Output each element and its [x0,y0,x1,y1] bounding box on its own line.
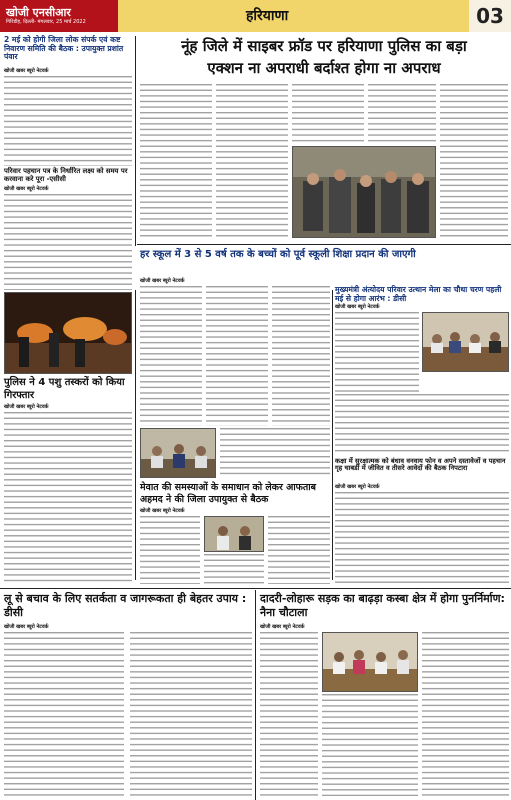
mewat-byline: खोजी खबर ब्यूरो नेटवर्क [140,508,185,514]
article-body [204,554,264,584]
police-byline: खोजी खबर ब्यूरो नेटवर्क [4,404,49,410]
article-body [4,76,132,166]
antyodaya-headline: मुख्यमंत्री अंत्योदय परिवार उत्थान मेला का चौथा चरण पहली मई से होगा आरंभ : डीसी [335,285,502,303]
column-rule [135,36,136,246]
mewat-photo [204,516,264,552]
page-number: 03 [469,0,511,32]
left-top-byline: खोजी खबर ब्यूरो नेटवर्क [4,68,49,74]
exam-headline: कक्षा में सुरक्षात्मक को बंधाव वनवाय फोन व अपने दस्तावेजों व पहचान गृह चाबडी में जीवित व तीसरे आवेदों की बैठक निपटारा [335,457,506,473]
article-body [140,516,200,584]
police-photo [4,292,132,374]
school-byline: खोजी खबर ब्यूरो नेटवर्क [140,278,185,284]
column-rule [332,290,333,580]
article-body [140,286,202,426]
masthead-date: गिरिडीह, दिल्ली- मंगलवार, 25 मार्च 2022 [6,19,86,25]
article-body [272,286,330,426]
article-body [4,412,132,584]
article-body [260,632,318,796]
article-body [422,632,509,796]
road-photo [322,632,418,692]
road-byline: खोजी खबर ब्यूरो नेटवर्क [260,624,305,630]
section-title: हरियाणा [246,8,289,24]
article-body [335,492,509,584]
article-body [292,84,364,144]
section-divider [137,244,511,245]
article-body [4,194,132,290]
lead-photo [292,146,436,238]
article-body [130,632,252,796]
page-header [0,0,511,32]
article-body [206,286,268,426]
police-headline: पुलिस ने 4 पशु तस्करों को किया गिरफ्तार [4,377,125,401]
heat-headline: लू से बचाव के लिए सतर्कता व जागरूकता ही बेहतर उपाय : डीसी [4,592,247,619]
article-body [216,84,288,240]
left-top-headline: 2 मई को होगी जिला लोक संपर्क एवं कष्ट निवारण समिति की बैठक : उपायुक्त प्रशांत पंवार [4,35,124,61]
article-body [220,428,330,478]
exam-byline: खोजी खबर ब्यूरो नेटवर्क [335,484,380,490]
column-rule [135,290,136,580]
left-mid-headline: परिवार पहचान पत्र के निर्धारित लक्ष्य को समय पर करवाना करे पूरा -एसीसी [4,167,128,183]
section-divider [0,588,511,589]
antyodaya-byline: खोजी खबर ब्यूरो नेटवर्क [335,304,380,310]
masthead-name: खोजी एनसीआर [6,6,71,19]
lead-headline-line1: नूंह जिले में साइबर फ्रॉड पर हरियाणा पुलिस का बड़ा [181,37,467,55]
school-headline: हर स्कूल में 3 से 5 वर्ष तक के बच्चों को पूर्व स्कूली शिक्षा प्रदान की जाएगी [140,249,416,260]
school-photo [140,428,216,478]
road-headline: दादरी-लोहारू सड़क का बाढ़ड़ा कस्बा क्षेत्र में होगा पुनर्निर्माण: नैना चौटाला [260,592,505,619]
column-rule [255,590,256,800]
article-body [140,84,212,240]
mewat-headline: मेवात की समस्याओं के समाधान को लेकर आफताब अहमद ने की जिला उपायुक्त से बैठक [140,482,317,505]
article-body [335,312,419,392]
meeting-photo [422,312,509,372]
heat-byline: खोजी खबर ब्यूरो नेटवर्क [4,624,49,630]
article-body [268,516,330,584]
article-body [440,84,508,240]
lead-headline-line2: एक्शन ना अपराधी बर्दाश्त होगा ना अपराध [207,59,441,77]
left-mid-byline: खोजी खबर ब्यूरो नेटवर्क [4,186,49,192]
article-body [335,394,509,454]
section-band [118,0,511,32]
article-body [322,694,418,796]
article-body [4,632,124,796]
masthead [0,0,118,32]
article-body [368,84,436,144]
